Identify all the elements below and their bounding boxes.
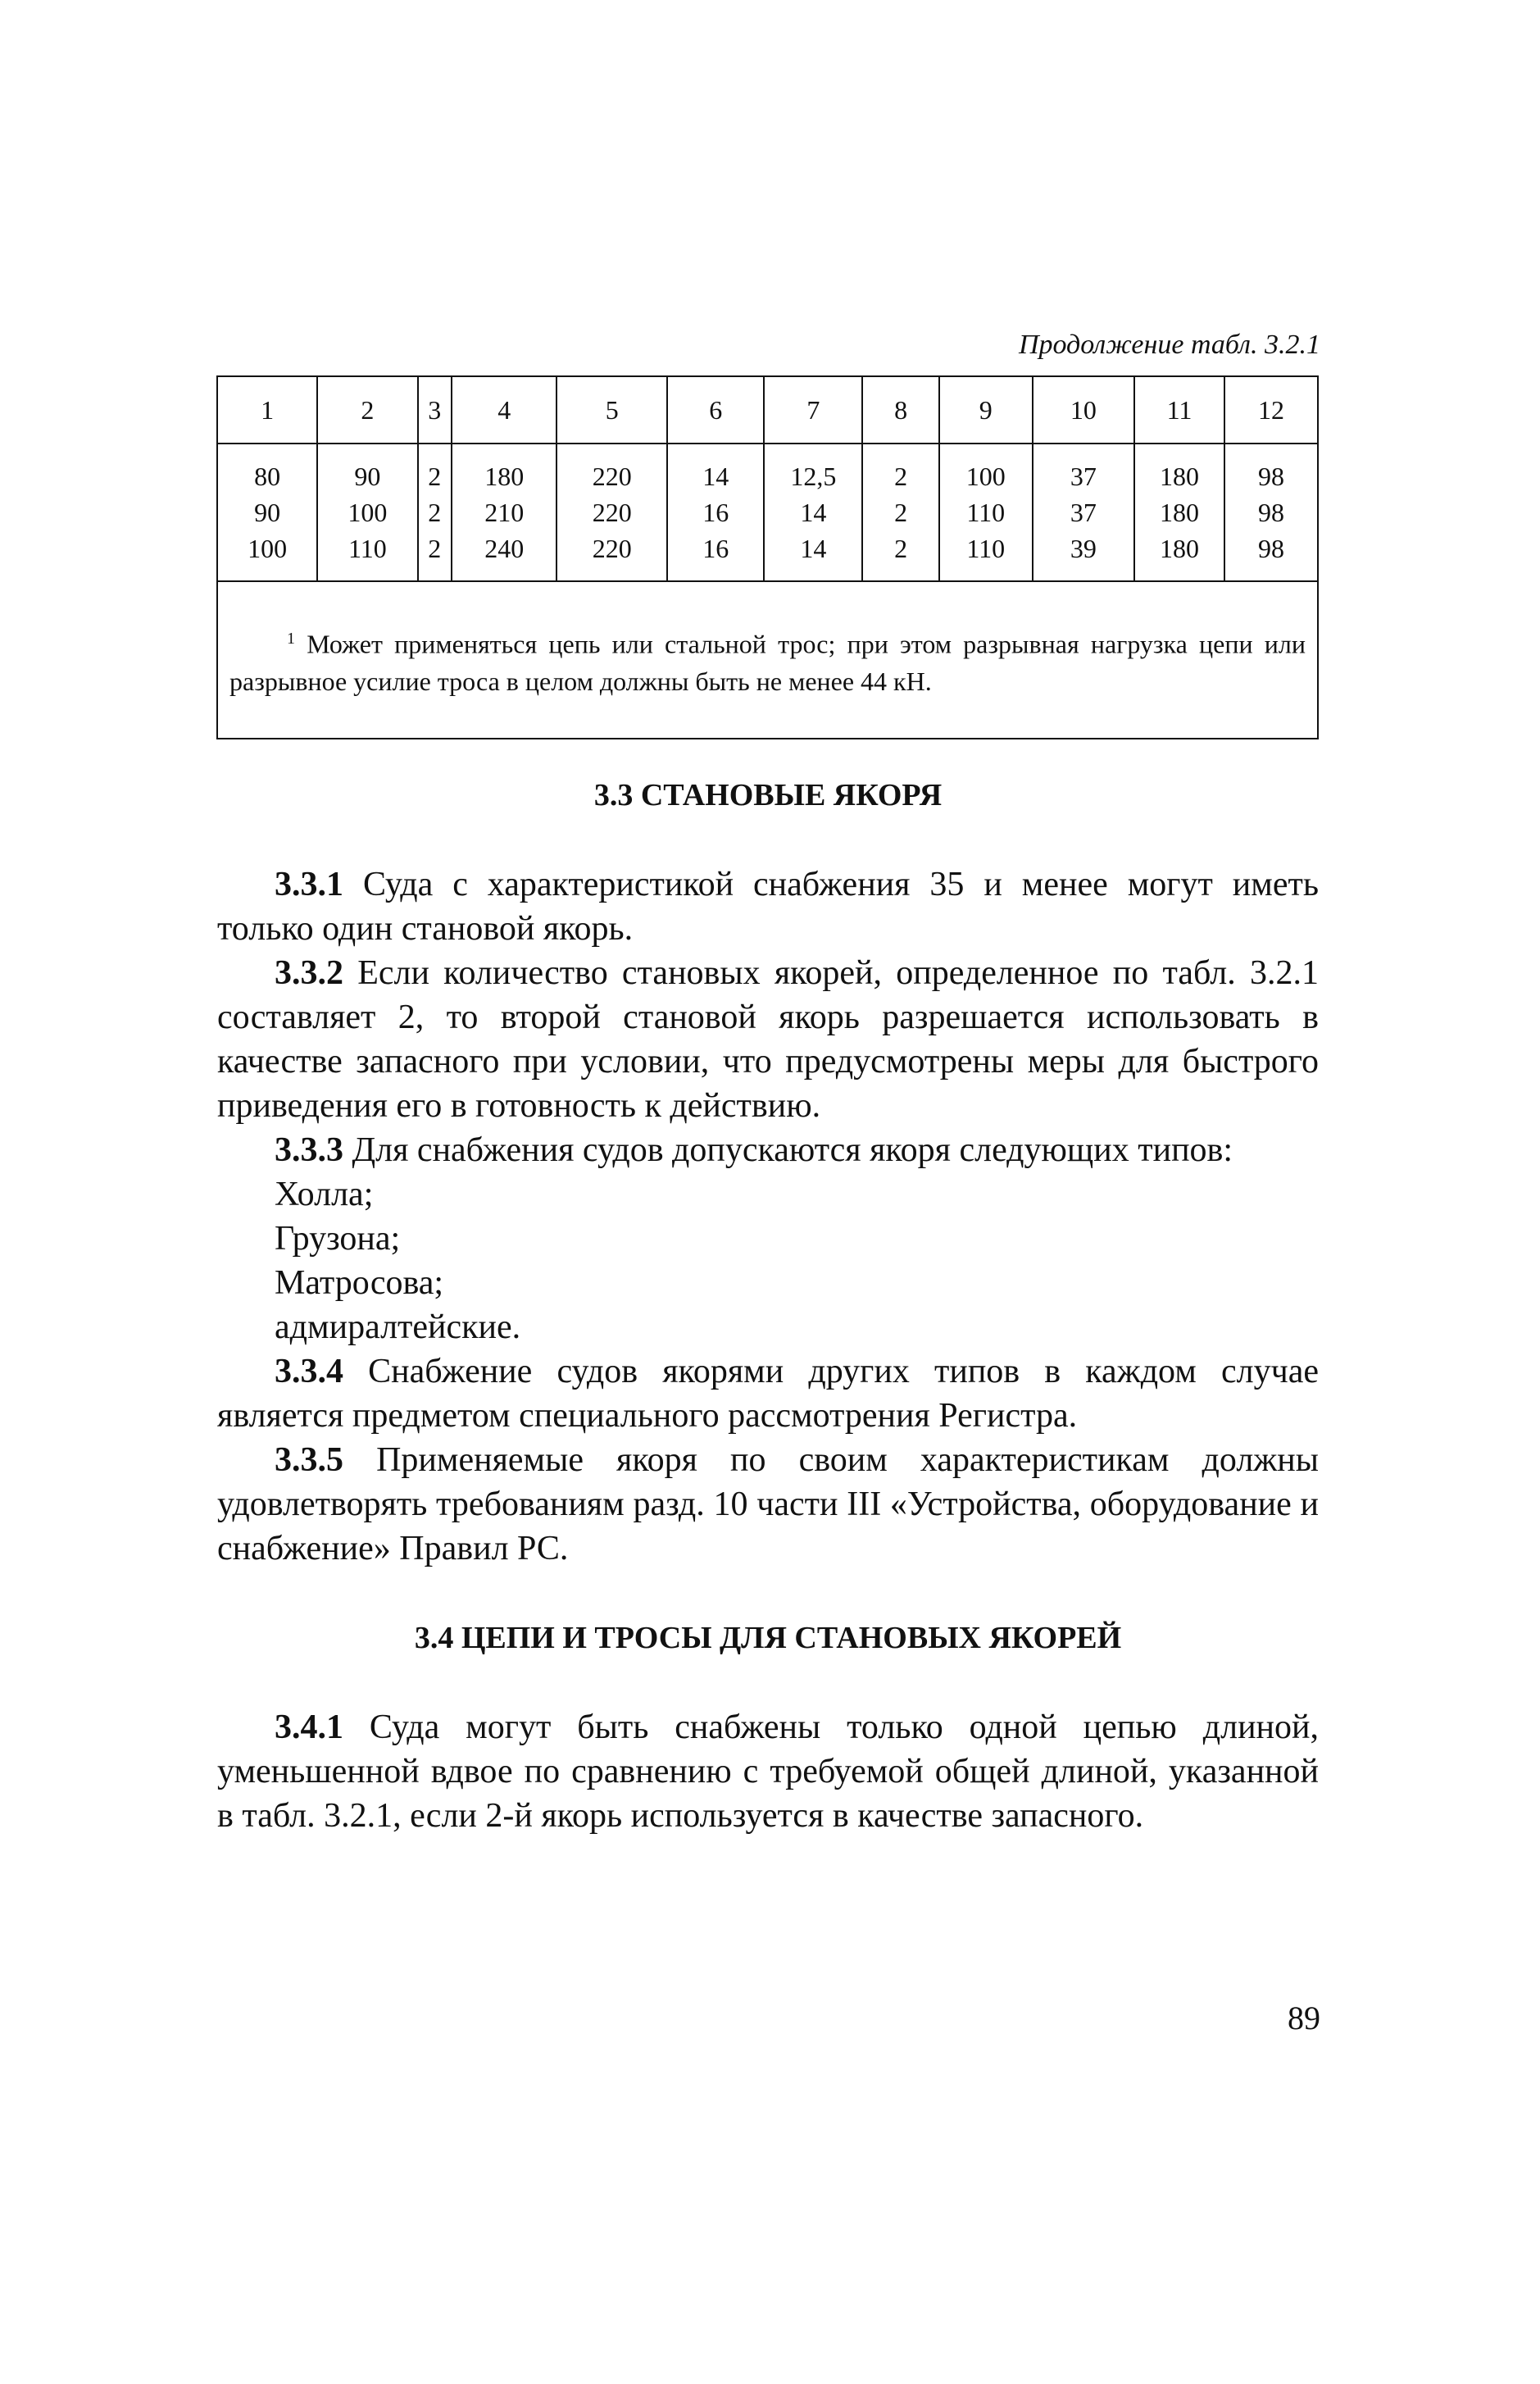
paragraph-3-3-3 xyxy=(217,1128,1319,1172)
cell-value: 16 xyxy=(702,498,729,527)
table-footnote xyxy=(229,620,1306,701)
cell-value: 180 xyxy=(1159,498,1199,527)
paragraph-3-4-1 xyxy=(217,1705,1319,1838)
paragraph-text: Для снабжения судов допускаются якоря следующих типов: xyxy=(343,1131,1233,1169)
cell-value: 12,5 xyxy=(790,462,837,491)
table-cell xyxy=(317,444,417,581)
footnote-mark: 1 xyxy=(287,629,295,648)
paragraph-text: Суда могут быть снабжены только одной цепью длиной, уменьшенной вдвое по сравнению с требуемой общей длиной, указанной в табл. 3.2.1, если 2-й якорь используется в качестве запасного. xyxy=(217,1708,1319,1835)
table-caption: Продолжение табл. 3.2.1 xyxy=(1018,330,1320,360)
footnote-text: Может применяться цепь или стальной трос; при этом разрывная нагрузка цепи или разрывное усилие троса в целом должны быть не менее 44 кН. xyxy=(229,629,1306,697)
table-cell xyxy=(667,444,764,581)
cell-value: 180 xyxy=(1159,534,1199,563)
paragraph-number: 3.3.3 xyxy=(275,1131,343,1169)
paragraph-text: Применяемые якоря по своим характеристикам должны удовлетворять требованиям разд. 10 части III «Устройства, оборудование и снабжение» Правил РС. xyxy=(217,1441,1319,1567)
header-cell: 4 xyxy=(452,376,556,444)
table-cell xyxy=(452,444,556,581)
paragraph-number: 3.3.1 xyxy=(275,866,343,903)
cell-value: 180 xyxy=(484,462,525,491)
cell-value: 180 xyxy=(1159,462,1199,491)
cell-value: 2 xyxy=(894,462,908,491)
cell-value: 100 xyxy=(248,534,288,563)
paragraph-number: 3.3.4 xyxy=(275,1353,343,1390)
table-cell xyxy=(1224,444,1318,581)
cell-value: 210 xyxy=(484,498,525,527)
header-cell: 8 xyxy=(862,376,938,444)
header-cell: 9 xyxy=(939,376,1033,444)
cell-value: 220 xyxy=(592,534,632,563)
paragraph-text: Суда с характеристикой снабжения 35 и менее могут иметь только один становой якорь. xyxy=(217,866,1319,948)
cell-value: 2 xyxy=(894,534,908,563)
paragraph-number: 3.3.2 xyxy=(275,954,343,992)
cell-value: 240 xyxy=(484,534,525,563)
section-heading-3-3: 3.3 СТАНОВЫЕ ЯКОРЯ xyxy=(593,778,943,812)
table-cell xyxy=(1134,444,1224,581)
cell-value: 37 xyxy=(1070,462,1097,491)
paragraph-number: 3.4.1 xyxy=(275,1708,343,1746)
cell-value: 37 xyxy=(1070,498,1097,527)
cell-value: 100 xyxy=(348,498,388,527)
anchor-type-item: Грузона; xyxy=(275,1220,401,1258)
header-cell: 11 xyxy=(1134,376,1224,444)
cell-value: 2 xyxy=(428,534,442,563)
table-cell xyxy=(862,444,938,581)
header-cell: 3 xyxy=(418,376,452,444)
header-cell: 10 xyxy=(1033,376,1134,444)
header-cell: 12 xyxy=(1224,376,1318,444)
cell-value: 2 xyxy=(894,498,908,527)
data-table xyxy=(216,375,1319,739)
anchor-type-item: адмиралтейские. xyxy=(275,1308,521,1346)
table-cell xyxy=(939,444,1033,581)
page-number: 89 xyxy=(1288,2000,1320,2036)
header-cell: 2 xyxy=(317,376,417,444)
anchor-type-item: Матросова; xyxy=(275,1264,444,1302)
cell-value: 90 xyxy=(254,498,281,527)
table-cell xyxy=(764,444,862,581)
cell-value: 98 xyxy=(1257,534,1284,563)
cell-value: 100 xyxy=(965,462,1006,491)
table-cell xyxy=(418,444,452,581)
paragraph-3-3-4 xyxy=(217,1349,1319,1438)
anchor-type-item: Холла; xyxy=(275,1176,374,1213)
header-cell: 6 xyxy=(667,376,764,444)
cell-value: 2 xyxy=(428,498,442,527)
cell-value: 110 xyxy=(966,534,1006,563)
cell-value: 14 xyxy=(702,462,729,491)
cell-value: 14 xyxy=(800,534,827,563)
paragraph-3-3-1 xyxy=(217,862,1319,951)
cell-value: 2 xyxy=(428,462,442,491)
table-data-row xyxy=(217,444,1318,581)
section-heading-3-4: 3.4 ЦЕПИ И ТРОСЫ ДЛЯ СТАНОВЫХ ЯКОРЕЙ xyxy=(414,1621,1122,1655)
paragraph-3-3-2 xyxy=(217,951,1319,1128)
header-cell: 5 xyxy=(556,376,667,444)
cell-value: 98 xyxy=(1257,462,1284,491)
cell-value: 80 xyxy=(254,462,281,491)
table-footnote-row xyxy=(217,581,1318,739)
paragraph-3-3-5 xyxy=(217,1438,1319,1571)
cell-value: 39 xyxy=(1070,534,1097,563)
table-cell xyxy=(556,444,667,581)
section-3-3-body xyxy=(217,862,1319,1571)
cell-value: 16 xyxy=(702,534,729,563)
table-footnote-cell xyxy=(217,581,1318,739)
table-cell xyxy=(217,444,317,581)
cell-value: 220 xyxy=(592,462,632,491)
cell-value: 110 xyxy=(348,534,387,563)
cell-value: 90 xyxy=(354,462,381,491)
paragraph-number: 3.3.5 xyxy=(275,1441,343,1479)
table-cell xyxy=(1033,444,1134,581)
cell-value: 98 xyxy=(1257,498,1284,527)
paragraph-text: Снабжение судов якорями других типов в каждом случае является предметом специального рассмотрения Регистра. xyxy=(217,1353,1319,1435)
cell-value: 220 xyxy=(592,498,632,527)
cell-value: 14 xyxy=(800,498,827,527)
cell-value: 110 xyxy=(966,498,1006,527)
paragraph-text: Если количество становых якорей, определенное по табл. 3.2.1 составляет 2, то второй становой якорь разрешается использовать в качестве запасного при условии, что предусмотрены меры для быстрого приведения его в готовность к действию. xyxy=(217,954,1319,1125)
section-3-4-body xyxy=(217,1705,1319,1838)
header-cell: 7 xyxy=(764,376,862,444)
header-cell: 1 xyxy=(217,376,317,444)
table-header-row xyxy=(217,376,1318,444)
